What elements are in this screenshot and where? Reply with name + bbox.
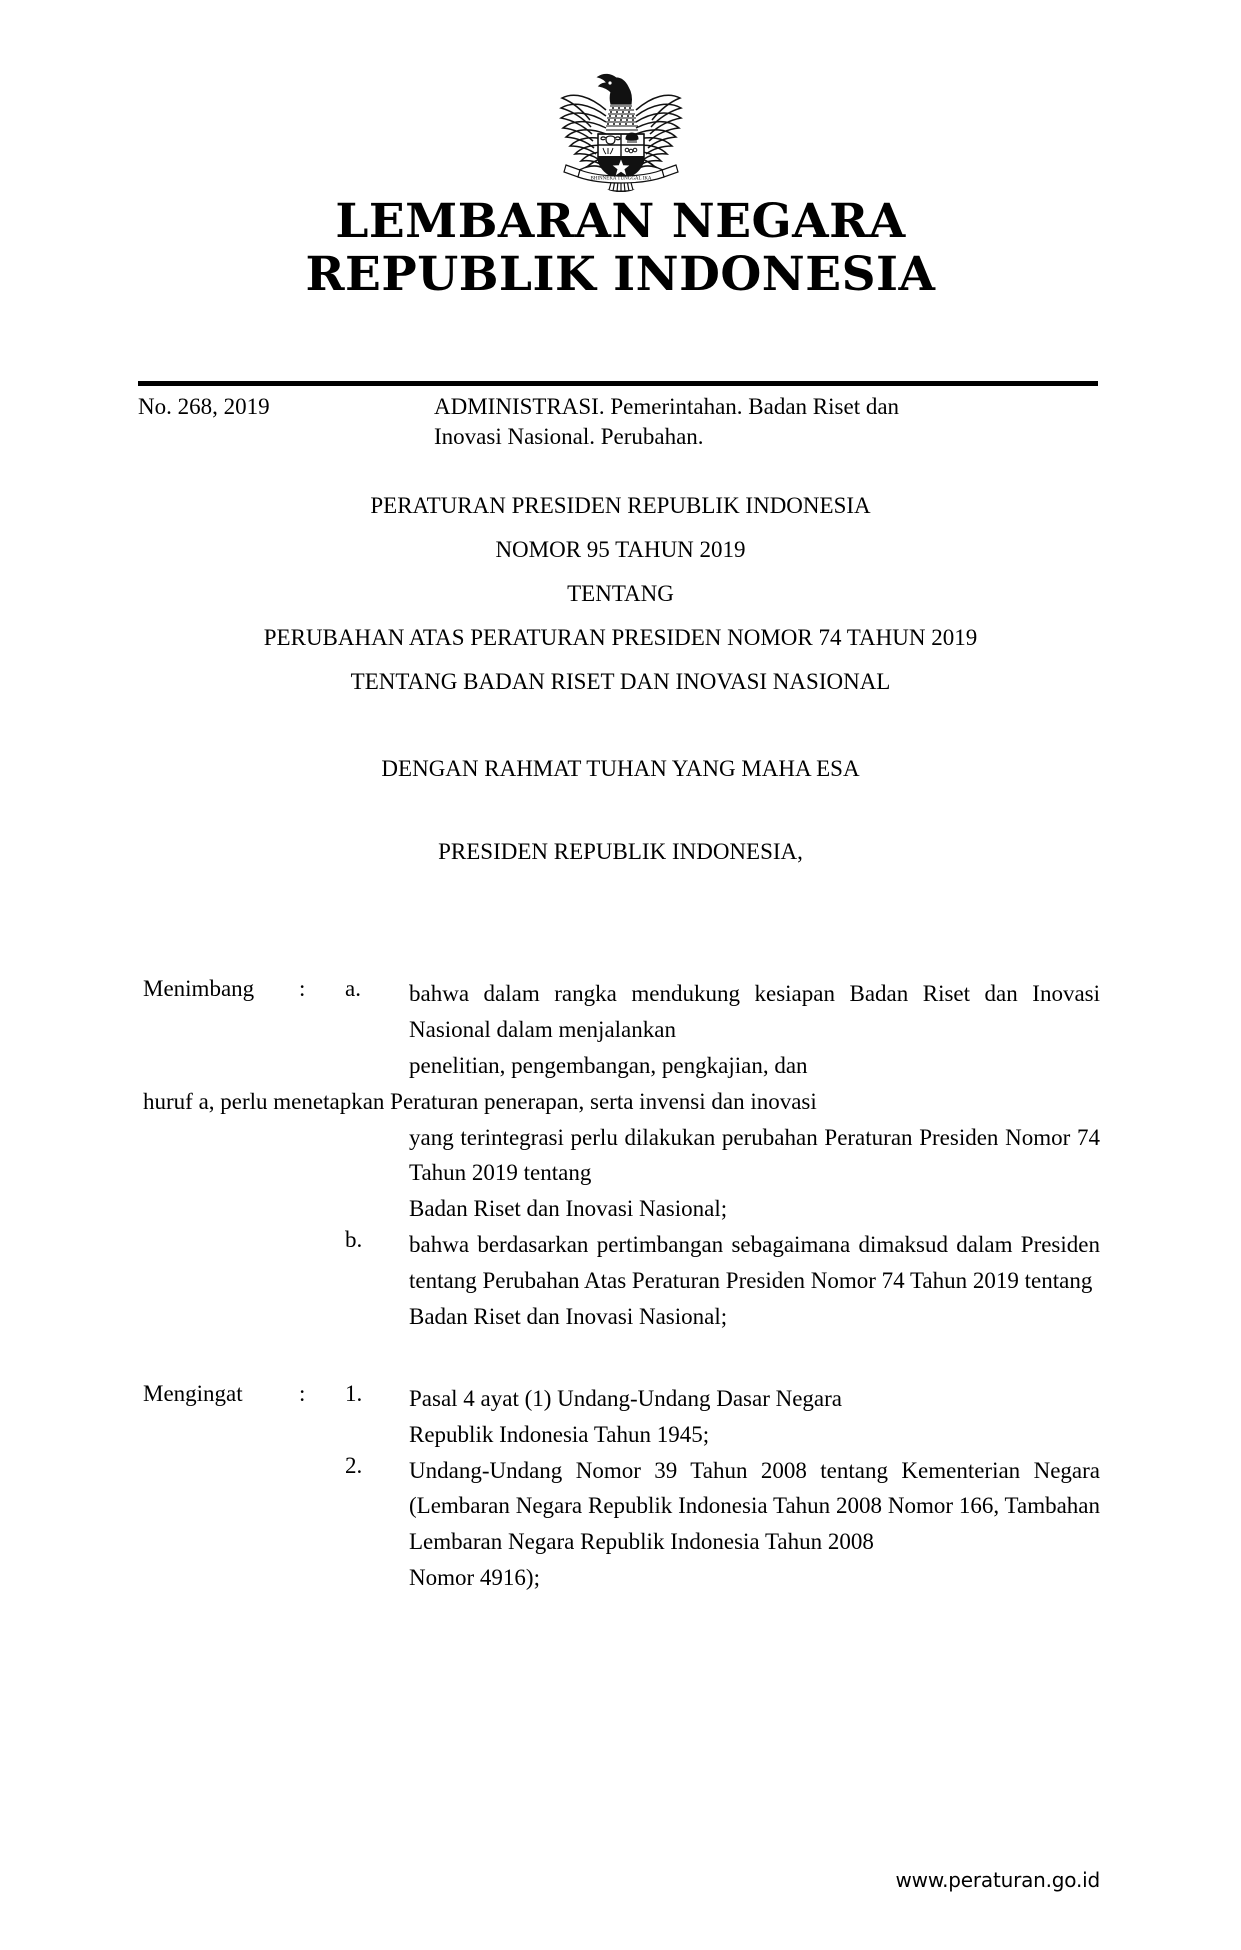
section-menimbang bbox=[0, 976, 1241, 1335]
blessing-line: DENGAN RAHMAT TUHAN YANG MAHA ESA bbox=[381, 756, 860, 781]
title-line-1: PERATURAN PRESIDEN REPUBLIK INDONESIA bbox=[370, 493, 871, 518]
menimbang-item-b-text: bahwa berdasarkan pertimbangan sebagaimana dimaksud dalam Presiden tentang Perubahan Atas Peraturan Presiden Nomor 74 Tahun 2019 tentang bbox=[409, 1232, 1100, 1293]
menimbang-item-a-text: bahwa dalam rangka mendukung kesiapan Badan Riset dan Inovasi Nasional dalam menjalankan bbox=[409, 981, 1100, 1042]
signatory-line: PRESIDEN REPUBLIK INDONESIA, bbox=[438, 839, 803, 864]
menimbang-item-a-marker: a. bbox=[345, 976, 361, 1001]
svg-text:BHINNEKA TUNGGAL IKA: BHINNEKA TUNGGAL IKA bbox=[589, 176, 652, 182]
clauses-container bbox=[0, 976, 1241, 1596]
menimbang-item-a-continued bbox=[0, 1120, 1241, 1228]
menimbang-item-a bbox=[0, 976, 1241, 1084]
menimbang-item-a-cont-lastline: Badan Riset dan Inovasi Nasional; bbox=[409, 1196, 728, 1222]
menimbang-item-a-lastline: penelitian, pengembangan, pengkajian, dan bbox=[409, 1052, 808, 1078]
mengingat-label: Mengingat bbox=[143, 1380, 243, 1406]
masthead-line1: LEMBARAN NEGARA bbox=[335, 194, 906, 249]
masthead-divider bbox=[138, 381, 1098, 386]
masthead bbox=[0, 196, 1241, 301]
regulation-title-block bbox=[0, 494, 1241, 714]
mengingat-item-1-body bbox=[409, 1381, 1100, 1453]
menimbang-stray-line: huruf a, perlu menetapkan Peraturan penerapan, serta invensi dan inovasi bbox=[143, 1088, 817, 1114]
mengingat-colon: : bbox=[299, 1380, 306, 1406]
mengingat-item-2-text: Undang-Undang Nomor 39 Tahun 2008 tentang Kementerian Negara (Lembaran Negara Republik Indonesia Tahun 2008 Nomor 166, Tambahan Lembaran Negara Republik Indonesia Tahun 2008 bbox=[409, 1457, 1100, 1555]
mengingat-item-1-lastline: Republik Indonesia Tahun 1945; bbox=[409, 1421, 710, 1447]
menimbang-item-b bbox=[0, 1227, 1241, 1335]
section-mengingat bbox=[0, 1381, 1241, 1596]
footer-url: www.peraturan.go.id bbox=[895, 1868, 1100, 1892]
menimbang-item-b-lastline: Badan Riset dan Inovasi Nasional; bbox=[409, 1303, 728, 1329]
mengingat-item-1-marker: 1. bbox=[345, 1380, 363, 1406]
gazette-subject bbox=[434, 392, 1100, 453]
title-line-5: TENTANG BADAN RISET DAN INOVASI NASIONAL bbox=[350, 669, 891, 694]
mengingat-item-2 bbox=[0, 1453, 1241, 1597]
gazette-subject-line1: ADMINISTRASI. Pemerintahan. Badan Riset dan bbox=[434, 394, 900, 419]
garuda-pancasila-icon bbox=[546, 52, 696, 194]
mengingat-item-1 bbox=[0, 1381, 1241, 1453]
menimbang-label: Menimbang bbox=[143, 976, 255, 1001]
gazette-header bbox=[138, 392, 1100, 453]
emblem-container bbox=[0, 52, 1241, 194]
title-line-2: NOMOR 95 TAHUN 2019 bbox=[495, 537, 746, 562]
menimbang-item-b-marker: b. bbox=[345, 1227, 363, 1253]
masthead-line2: REPUBLIK INDONESIA bbox=[305, 246, 936, 302]
menimbang-item-a-cont-body bbox=[409, 1120, 1100, 1228]
title-line-4: PERUBAHAN ATAS PERATURAN PRESIDEN NOMOR 74 TAHUN 2019 bbox=[263, 625, 978, 650]
menimbang-item-a-cont-text: yang terintegrasi perlu dilakukan perubahan Peraturan Presiden Nomor 74 Tahun 2019 tentang bbox=[409, 1124, 1100, 1186]
mengingat-item-2-body bbox=[409, 1453, 1100, 1597]
title-line-3: TENTANG bbox=[567, 581, 674, 606]
menimbang-item-b-body bbox=[409, 1227, 1100, 1335]
mengingat-item-2-lastline: Nomor 4916); bbox=[409, 1565, 540, 1591]
gazette-subject-line2: Inovasi Nasional. Perubahan. bbox=[434, 424, 704, 450]
gazette-number: No. 268, 2019 bbox=[138, 394, 270, 419]
menimbang-colon: : bbox=[299, 976, 306, 1001]
mengingat-item-1-text: Pasal 4 ayat (1) Undang-Undang Dasar Negara bbox=[409, 1385, 843, 1411]
mengingat-item-2-marker: 2. bbox=[345, 1452, 363, 1478]
menimbang-item-a-body bbox=[409, 976, 1100, 1084]
